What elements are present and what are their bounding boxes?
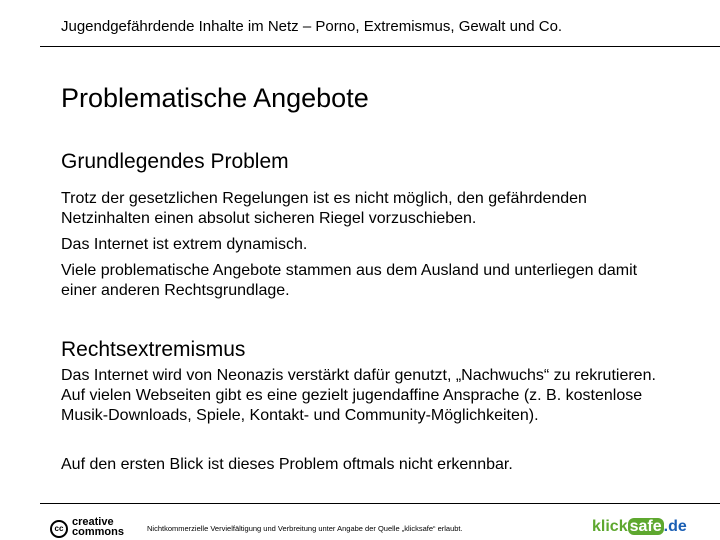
header-title: Jugendgefährdende Inhalte im Netz – Porno, Extremismus, Gewalt und Co. <box>61 18 563 35</box>
cc-wordmark: creative commons <box>72 516 124 538</box>
slide-title: Problematische Angebote <box>61 83 369 113</box>
footer-divider <box>40 503 720 504</box>
cc-icon: cc <box>50 520 68 538</box>
footer <box>0 513 720 540</box>
header-divider <box>40 46 720 47</box>
paragraph: Auf den ersten Blick ist dieses Problem oftmals nicht erkennbar. <box>61 456 513 473</box>
section-heading-rechtsextremismus: Rechtsextremismus <box>61 338 246 361</box>
paragraph: Das Internet wird von Neonazis verstärkt dafür genutzt, „Nachwuchs“ zu rekrutieren. Auf vielen Webseiten gibt es eine gezielt jugendaffine Ansprache (z. B. kostenlose Musik-Downloads, Spiele, Kontakt- und Community-Möglichkeiten). <box>61 367 656 424</box>
paragraph: Viele problematische Angebote stammen aus dem Ausland und unterliegen damit einer anderen Rechtsgrundlage. <box>61 262 638 299</box>
license-note: Nichtkommerzielle Vervielfältigung und Verbreitung unter Angabe der Quelle „klicksafe“ erlaubt. <box>147 524 463 533</box>
section-heading-grundlegendes-problem: Grundlegendes Problem <box>61 150 289 173</box>
paragraph: Das Internet ist extrem dynamisch. <box>61 236 308 253</box>
paragraph: Trotz der gesetzlichen Regelungen ist es nicht möglich, den gefährdenden Netzinhalten einen absolut sicheren Riegel vorzuschieben. <box>61 190 587 227</box>
creative-commons-logo <box>50 517 140 539</box>
klicksafe-logo: klick safe .de <box>592 518 687 535</box>
